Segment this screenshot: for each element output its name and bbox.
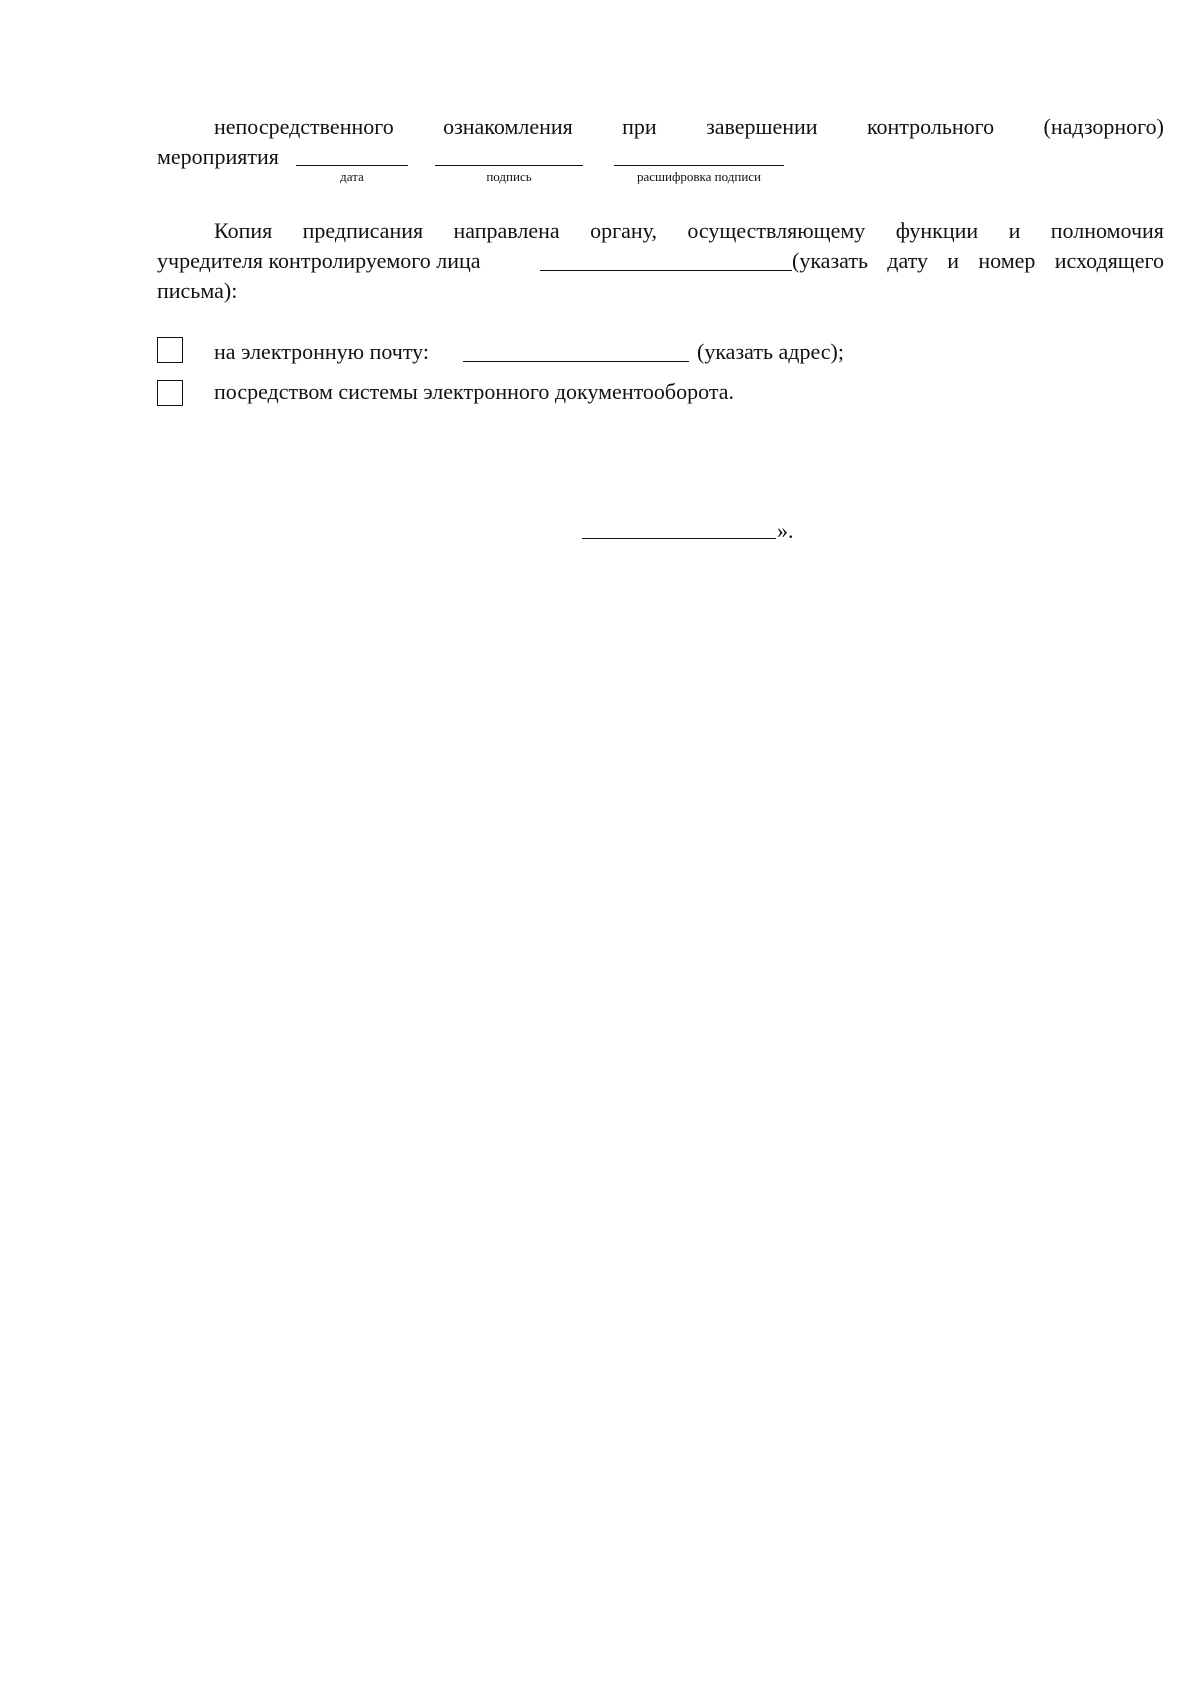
edo-option-checkbox[interactable]: [157, 380, 183, 406]
signature-blank[interactable]: [435, 165, 583, 166]
closing-mark: ».: [777, 518, 794, 543]
email-option-prefix: на электронную почту:: [214, 339, 430, 364]
date-blank[interactable]: [296, 165, 408, 166]
word: предписания: [302, 218, 424, 243]
closing-blank[interactable]: [582, 538, 776, 539]
word: завершении: [706, 114, 818, 139]
copy-paragraph-line-1: [214, 216, 1164, 246]
edo-option-text: посредством системы электронного документооборота.: [214, 379, 734, 404]
word: номер: [978, 248, 1036, 273]
word: Копия: [214, 218, 273, 243]
word: (указать: [792, 248, 868, 273]
word: (надзорного): [1043, 114, 1164, 139]
copy-paragraph-line-3: письма):: [157, 278, 238, 303]
word: контрольного: [866, 114, 995, 139]
email-option-suffix: (указать адрес);: [697, 339, 844, 364]
copy-paragraph-line-2-tail: [792, 246, 1164, 276]
word: направлена: [453, 218, 560, 243]
acquaintance-line-1: [214, 112, 1164, 142]
word: при: [622, 114, 657, 139]
word: полномочия: [1050, 218, 1164, 243]
word: непосредственного: [214, 114, 394, 139]
word: и: [1008, 218, 1021, 243]
signature-decoding-caption: расшифровка подписи: [636, 169, 762, 184]
copy-paragraph-line-2-lead: учредителя контролируемого лица: [157, 248, 481, 273]
word: органу,: [590, 218, 657, 243]
signature-decoding-blank[interactable]: [614, 165, 784, 166]
word: функции: [895, 218, 979, 243]
word: и: [947, 248, 960, 273]
word: исходящего: [1054, 248, 1164, 273]
word: осуществляющему: [687, 218, 866, 243]
word: ознакомления: [443, 114, 573, 139]
date-caption: дата: [340, 169, 364, 184]
acquaintance-line-2-lead: мероприятия: [157, 144, 279, 169]
email-option-checkbox[interactable]: [157, 337, 183, 363]
email-address-blank[interactable]: [463, 361, 689, 362]
outgoing-letter-blank[interactable]: [540, 270, 792, 271]
signature-caption: подпись: [486, 169, 532, 184]
word: дату: [887, 248, 928, 273]
